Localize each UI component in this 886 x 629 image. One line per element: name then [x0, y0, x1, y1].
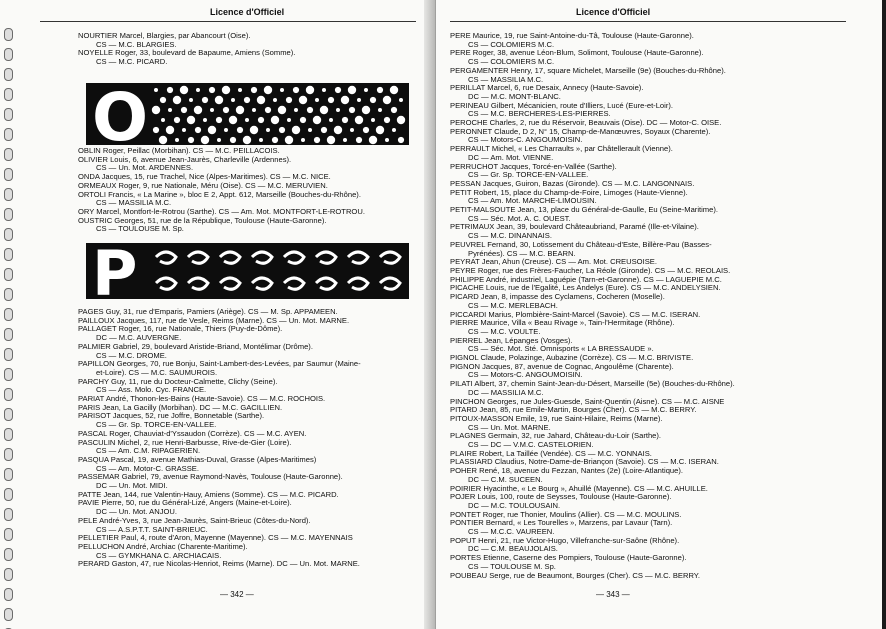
spiral-ring: [4, 268, 13, 281]
entry-line: PALMIER Gabriel, 29, boulevard Aristide-Briand, Montélimar (Drôme).: [78, 341, 313, 351]
spiral-ring: [4, 488, 13, 501]
entry-line: PLASSIARD Claudius, Notre-Dame-de-Briançon (Savoie). CS — M.C. ISERAN.: [450, 457, 719, 467]
entry-club-line: CS — M.C. PICARD.: [96, 57, 168, 67]
entry-line: ONDA Jacques, 15, rue Trachel, Nice (Alpes-Maritimes). CS — M.C. NICE.: [78, 172, 331, 182]
entry-line: PICCARDI Marius, Plombière-Saint-Marcel (Savoie). CS — M.C. ISERAN.: [450, 309, 701, 319]
entry-line: OBLIN Roger, Peillac (Morbihan). CS — M.C. PEILLACOIS.: [78, 146, 280, 155]
entry-line: OLIVIER Louis, 6, avenue Jean-Jaurès, Charleville (Ardennes).: [78, 154, 292, 164]
entry-line: ORMEAUX Roger, 9, rue Nationale, Méru (Oise). CS — M.C. MERUVIEN.: [78, 180, 328, 190]
section-letter-o: O: [92, 83, 149, 145]
entry-club-line: et-Loire). CS — M.C. SAUMUROIS.: [96, 367, 218, 377]
entry-line: ORTOLI Francis, « La Marine », bloc E 2, Appt. 612, Marseille (Bouches-du-Rhône).: [78, 189, 361, 199]
entry-line: PICARD Jean, 8, impasse des Cyclamens, Cocheren (Moselle).: [450, 292, 665, 302]
entry-club-line: CS — TOULOUSE M. Sp.: [468, 561, 556, 571]
spiral-ring: [4, 248, 13, 261]
entry-line: PERRUCHOT Jacques, Torcé-en-Vallée (Sarthe).: [450, 161, 617, 171]
spiral-ring: [4, 468, 13, 481]
entry-club-line: CS — GYMKHANA C. ARCHIACAIS.: [96, 550, 222, 560]
spiral-ring: [4, 428, 13, 441]
spiral-ring: [4, 108, 13, 121]
section-letter-p: P: [92, 243, 138, 299]
spiral-ring: [4, 508, 13, 521]
entry-line: PITOUX-MASSON Emile, 19, rue Saint-Hilaire, Reims (Marne).: [450, 413, 663, 423]
spiral-ring: [4, 228, 13, 241]
spiral-ring: [4, 588, 13, 601]
entry-line: PERE Roger, 38, avenue Léon-Blum, Solimont, Toulouse (Haute-Garonne).: [450, 48, 704, 58]
entry-line: PAILLOUX Jacques, 117, rue de Vesle, Reims (Marne). CS — Un. Mot. MARNE.: [78, 315, 350, 325]
entry-line: PALLAGET Roger, 16, rue Nationale, Thiers (Puy-de-Dôme).: [78, 324, 283, 334]
spiral-ring: [4, 128, 13, 141]
entry-club-line: CS — Am. Motor-C. GRASSE.: [96, 463, 199, 473]
entry-line: PERINEAU Gilbert, Mécanicien, route d'Illiers, Lucé (Eure-et-Loir).: [450, 100, 674, 110]
entry-line: PERE Maurice, 19, rue Saint-Antoine-du-Tâ, Toulouse (Haute-Garonne).: [450, 31, 694, 40]
left-page-number: — 342 —: [220, 590, 254, 599]
entry-line: PIERREL Jean, Lépanges (Vosges).: [450, 335, 573, 345]
entry-line: PIGNON Jacques, 87, avenue de Cognac, Angoulême (Charente).: [450, 361, 674, 371]
spiral-ring: [4, 328, 13, 341]
entry-club-line: DC — M.C. TOULOUSAIN.: [468, 500, 561, 510]
entry-club-line: CS — DC — V.M.C. CASTELORIEN.: [468, 440, 594, 450]
spiral-ring: [4, 48, 13, 61]
spiral-ring: [4, 68, 13, 81]
entry-line: PETIT Robert, 15, place du Champ-de-Foire, Limoges (Haute-Vienne).: [450, 187, 688, 197]
entry-line: NOURTIER Marcel, Blargies, par Abancourt (Oise).: [78, 31, 251, 40]
entry-club-line: CS — Ass. Molo. Cyc. FRANCE.: [96, 385, 207, 395]
entry-line: POJER Louis, 100, route de Seysses, Toulouse (Haute-Garonne).: [450, 492, 672, 502]
right-page-number: — 343 —: [596, 590, 630, 599]
entry-line: PEROCHE Charles, 2, rue du Réservoir, Beauvais (Oise). DC — Motor-C. OISE.: [450, 118, 722, 128]
entry-line: POHER René, 18, avenue du Fezzan, Nantes (2e) (Loire-Atlantique).: [450, 466, 683, 476]
spiral-ring: [4, 288, 13, 301]
right-entries: [450, 32, 870, 580]
entry-club-line: CS — Gr. Sp. TORCE-EN-VALLEE.: [96, 420, 217, 430]
entry-club-line: Pyrénées). CS — M.C. BEARN.: [468, 248, 576, 258]
entry-line: POPUT Henri, 21, rue Victor-Hugo, Villefranche-sur-Saône (Rhône).: [450, 535, 680, 545]
right-page-header: Licence d'Officiel: [576, 7, 651, 17]
entry-line: PETIT-MALSOUTE Jean, 13, place du Général-de-Gaulle, Eu (Seine-Maritime).: [450, 205, 718, 215]
spiral-ring: [4, 448, 13, 461]
entry-club-line: CS — MASSILIA M.C.: [468, 74, 544, 84]
entry-line: PLAIRE Robert, La Taillée (Vendée). CS — M.C. YONNAIS.: [450, 448, 652, 458]
entry-club-line: CS — COLOMIERS M.C.: [468, 39, 555, 49]
spiral-ring: [4, 208, 13, 221]
entry-line: PERONNET Claude, D 2, N° 15, Champ-de-Manœuvres, Soyaux (Charente).: [450, 126, 711, 136]
left-page: [0, 0, 434, 629]
entry-club-line: CS — M.C. MERLEBACH.: [468, 300, 558, 310]
entry-line: ORY Marcel, Montfort-le-Rotrou (Sarthe). CS — Am. Mot. MONTFORT-LE-ROTROU.: [78, 206, 365, 216]
entry-line: PESSAN Jacques, Guiron, Bazas (Gironde). CS — M.C. LANGONNAIS.: [450, 178, 695, 188]
entry-line: PARCHY Guy, 11, rue du Docteur-Calmette, Clichy (Seine).: [78, 376, 278, 386]
entry-line: POIRIER Hyacinthe, « Le Bourg », Ahuillé (Mayenne). CS — M.C. AHUILLE.: [450, 483, 708, 493]
spiral-ring: [4, 88, 13, 101]
left-block-n: [78, 32, 418, 67]
entry-club-line: DC — C.M. SUCEEN.: [468, 474, 543, 484]
entry-line: POUBEAU Serge, rue de Beaumont, Bourges (Cher). CS — M.C. BERRY.: [450, 570, 700, 580]
entry-line: PASQUA Pascal, 19, avenue Mathias-Duval, Grasse (Alpes-Maritimes): [78, 454, 317, 464]
section-banner-p: [86, 243, 409, 299]
entry-line: PIERRE Maurice, Villa « Beau Rivage », Tain-l'Hermitage (Rhône).: [450, 318, 675, 328]
entry-line: PICACHE Louis, rue de l'Egalité, Les Andelys (Eure). CS — M.C. ANDELYSIEN.: [450, 283, 721, 293]
entry-club-line: CS — Séc. Mot. Sté. Omnisports « LA BRESSAUDE ».: [468, 344, 654, 354]
entry-club-line: DC — C.M. BEAUJOLAIS.: [468, 544, 558, 554]
spiral-ring: [4, 308, 13, 321]
entry-club-line: DC — M.C. MONT-BLANC.: [468, 91, 561, 101]
spiral-binding: [4, 28, 14, 629]
entry-line: PLAGNES Germain, 32, rue Jahard, Château-du-Loir (Sarthe).: [450, 431, 662, 441]
entry-line: PEYRAT Jean, Ahun (Creuse). CS — Am. Mot. CREUSOISE.: [450, 257, 657, 267]
entry-club-line: CS — Un. Mot. ARDENNES.: [96, 163, 194, 173]
entry-line: PAVIE Pierre, 50, rue du Général-Lizé, Angers (Maine-et-Loire).: [78, 498, 292, 508]
entry-club-line: CS — M.C. DROME.: [96, 350, 167, 360]
entry-club-line: CS — M.C. DINANNAIS.: [468, 231, 552, 241]
right-page: [436, 0, 886, 629]
entry-line: PIGNOL Claude, Polazinge, Aubazine (Corrèze). CS — M.C. BRIVISTE.: [450, 353, 694, 363]
spiral-ring: [4, 528, 13, 541]
entry-club-line: CS — Séc. Mot. A. C. OUEST.: [468, 213, 571, 223]
spiral-ring: [4, 28, 13, 41]
entry-line: PARIS Jean, La Gacilly (Morbihan). DC — M.C. GACILLIEN.: [78, 402, 283, 412]
entry-line: PASCULIN Michel, 2, rue Henri-Barbusse, Rive-de-Gier (Loire).: [78, 437, 292, 447]
entry-line: NOYELLE Roger, 33, boulevard de Bapaume, Amiens (Somme).: [78, 48, 296, 58]
spiral-ring: [4, 168, 13, 181]
entry-club-line: CS — TOULOUSE M. Sp.: [96, 224, 184, 234]
spiral-ring: [4, 348, 13, 361]
spiral-ring: [4, 608, 13, 621]
entry-line: PAPILLON Georges, 70, rue Bonju, Saint-Lambert-des-Levées, par Saumur (Maine-: [78, 359, 361, 369]
entry-line: PILATI Albert, 37, chemin Saint-Jean-du-Désert, Marseille (5e) (Bouches-du-Rhône).: [450, 379, 735, 389]
entry-line: PERGAMENTER Henry, 17, square Michelet, Marseille (9e) (Bouches-du-Rhône).: [450, 65, 726, 75]
left-page-header: Licence d'Officiel: [210, 7, 285, 17]
entry-club-line: CS — COLOMIERS M.C.: [468, 57, 555, 67]
entry-club-line: DC — M.C. AUVERGNE.: [96, 333, 182, 343]
entry-line: PEUVREL Fernand, 30, Lotissement du Château-d'Este, Billère-Pau (Basses-: [450, 239, 712, 249]
entry-line: PONTET Roger, rue Thonier, Moulins (Allier). CS — M.C. MOULINS.: [450, 509, 682, 519]
right-header-rule: [450, 21, 846, 22]
entry-club-line: CS — M.C. BLARGIES.: [96, 39, 177, 49]
entry-line: PELLUCHON André, Archiac (Charente-Maritime).: [78, 541, 248, 551]
entry-line: PITARD Jean, 85, rue Emile-Martin, Bourges (Cher). CS — M.C. BERRY.: [450, 405, 697, 415]
entry-club-line: DC — Un. Mot. MIDI.: [96, 481, 168, 491]
entry-line: OUSTRIC Georges, 51, rue de la République, Toulouse (Haute-Garonne).: [78, 215, 327, 225]
entry-club-line: CS — Motors-C. ANGOUMOISIN.: [468, 135, 583, 145]
left-block-o: [78, 147, 418, 234]
spiral-ring: [4, 548, 13, 561]
entry-line: PONTIER Bernard, « Les Tourelles », Marzens, par Lavaur (Tarn).: [450, 518, 673, 528]
entry-line: PERARD Gaston, 47, rue Nicolas-Henriot, Reims (Marne). DC — Un. Mot. MARNE.: [78, 559, 360, 569]
entry-club-line: CS — M.C. BERCHERES-LES-PIERRES.: [468, 109, 611, 119]
right-page-edge: [882, 0, 886, 629]
entry-club-line: DC — Am. Mot. VIENNE.: [468, 152, 554, 162]
entry-line: PERILLAT Marcel, 6, rue Desaix, Annecy (Haute-Savoie).: [450, 83, 644, 93]
spiral-ring: [4, 408, 13, 421]
entry-line: PHILIPPE André, industriel, Laguépie (Tarn-et-Garonne). CS — LAGUEPIE M.C.: [450, 274, 722, 284]
spiral-ring: [4, 368, 13, 381]
entry-line: PAGES Guy, 31, rue d'Emparis, Pamiers (Ariège). CS — M. Sp. APPAMEEN.: [78, 307, 338, 316]
entry-line: PARISOT Jacques, 52, rue Joffre, Bonnetable (Sarthe).: [78, 411, 265, 421]
left-block-p: [78, 308, 418, 569]
entry-line: PINCHON Georges, rue Jules-Guesde, Saint-Quentin (Aisne). CS — M.C. AISNE: [450, 396, 725, 406]
spiral-ring: [4, 568, 13, 581]
entry-club-line: CS — Am. Mot. MARCHE-LIMOUSIN.: [468, 196, 597, 206]
spiral-ring: [4, 148, 13, 161]
entry-club-line: CS — M.C. VOULTE.: [468, 326, 541, 336]
entry-line: PELLETIER Paul, 4, route d'Aron, Mayenne (Mayenne). CS — M.C. MAYENNAIS: [78, 533, 353, 543]
left-header-rule: [40, 21, 416, 22]
entry-line: PETRIMAUX Jean, 39, boulevard Châteaubriand, Paramé (Ille-et-Vilaine).: [450, 222, 699, 232]
entry-line: PASCAL Roger, Chauviat-d'Yssaudon (Corrèze). CS — M.C. AYEN.: [78, 428, 307, 438]
entry-line: PARIAT André, Thonon-les-Bains (Haute-Savoie). CS — M.C. ROCHOIS.: [78, 394, 326, 404]
spiral-ring: [4, 188, 13, 201]
entry-line: PEYRE Roger, rue des Frères-Faucher, La Réole (Gironde). CS — M.C. REOLAIS.: [450, 265, 731, 275]
entry-club-line: CS — A.S.P.T.T. SAINT-BRIEUC.: [96, 524, 208, 534]
entry-line: PASSEMAR Gabriel, 79, avenue Raymond-Navès, Toulouse (Haute-Garonne).: [78, 472, 343, 482]
entry-club-line: CS — Am. C.M. RIPAGERIEN.: [96, 446, 201, 456]
section-banner-o: [86, 83, 409, 145]
entry-club-line: CS — Un. Mot. MARNE.: [468, 422, 551, 432]
spiral-ring: [4, 388, 13, 401]
entry-club-line: CS — MASSILIA M.C.: [96, 198, 172, 208]
entry-line: PORTES Etienne, Caserne des Pompiers, Toulouse (Haute-Garonne).: [450, 553, 687, 563]
entry-club-line: CS — M.C.C. VAUREEN.: [468, 527, 555, 537]
entry-line: PELE André-Yves, 3, rue Jean-Jaurès, Saint-Brieuc (Côtes-du-Nord).: [78, 515, 311, 525]
entry-line: PERRAULT Michel, « Les Charraults », par Châtellerault (Vienne).: [450, 144, 673, 154]
entry-club-line: CS — Gr. Sp. TORCE-EN-VALLEE.: [468, 170, 589, 180]
entry-line: PATTE Jean, 144, rue Valentin-Hauy, Amiens (Somme). CS — M.C. PICARD.: [78, 489, 339, 499]
entry-club-line: DC — Un. Mot. ANJOU.: [96, 507, 178, 517]
entry-club-line: CS — Motors-C. ANGOUMOISIN.: [468, 370, 583, 380]
entry-club-line: DC — MASSILIA M.C.: [468, 387, 544, 397]
